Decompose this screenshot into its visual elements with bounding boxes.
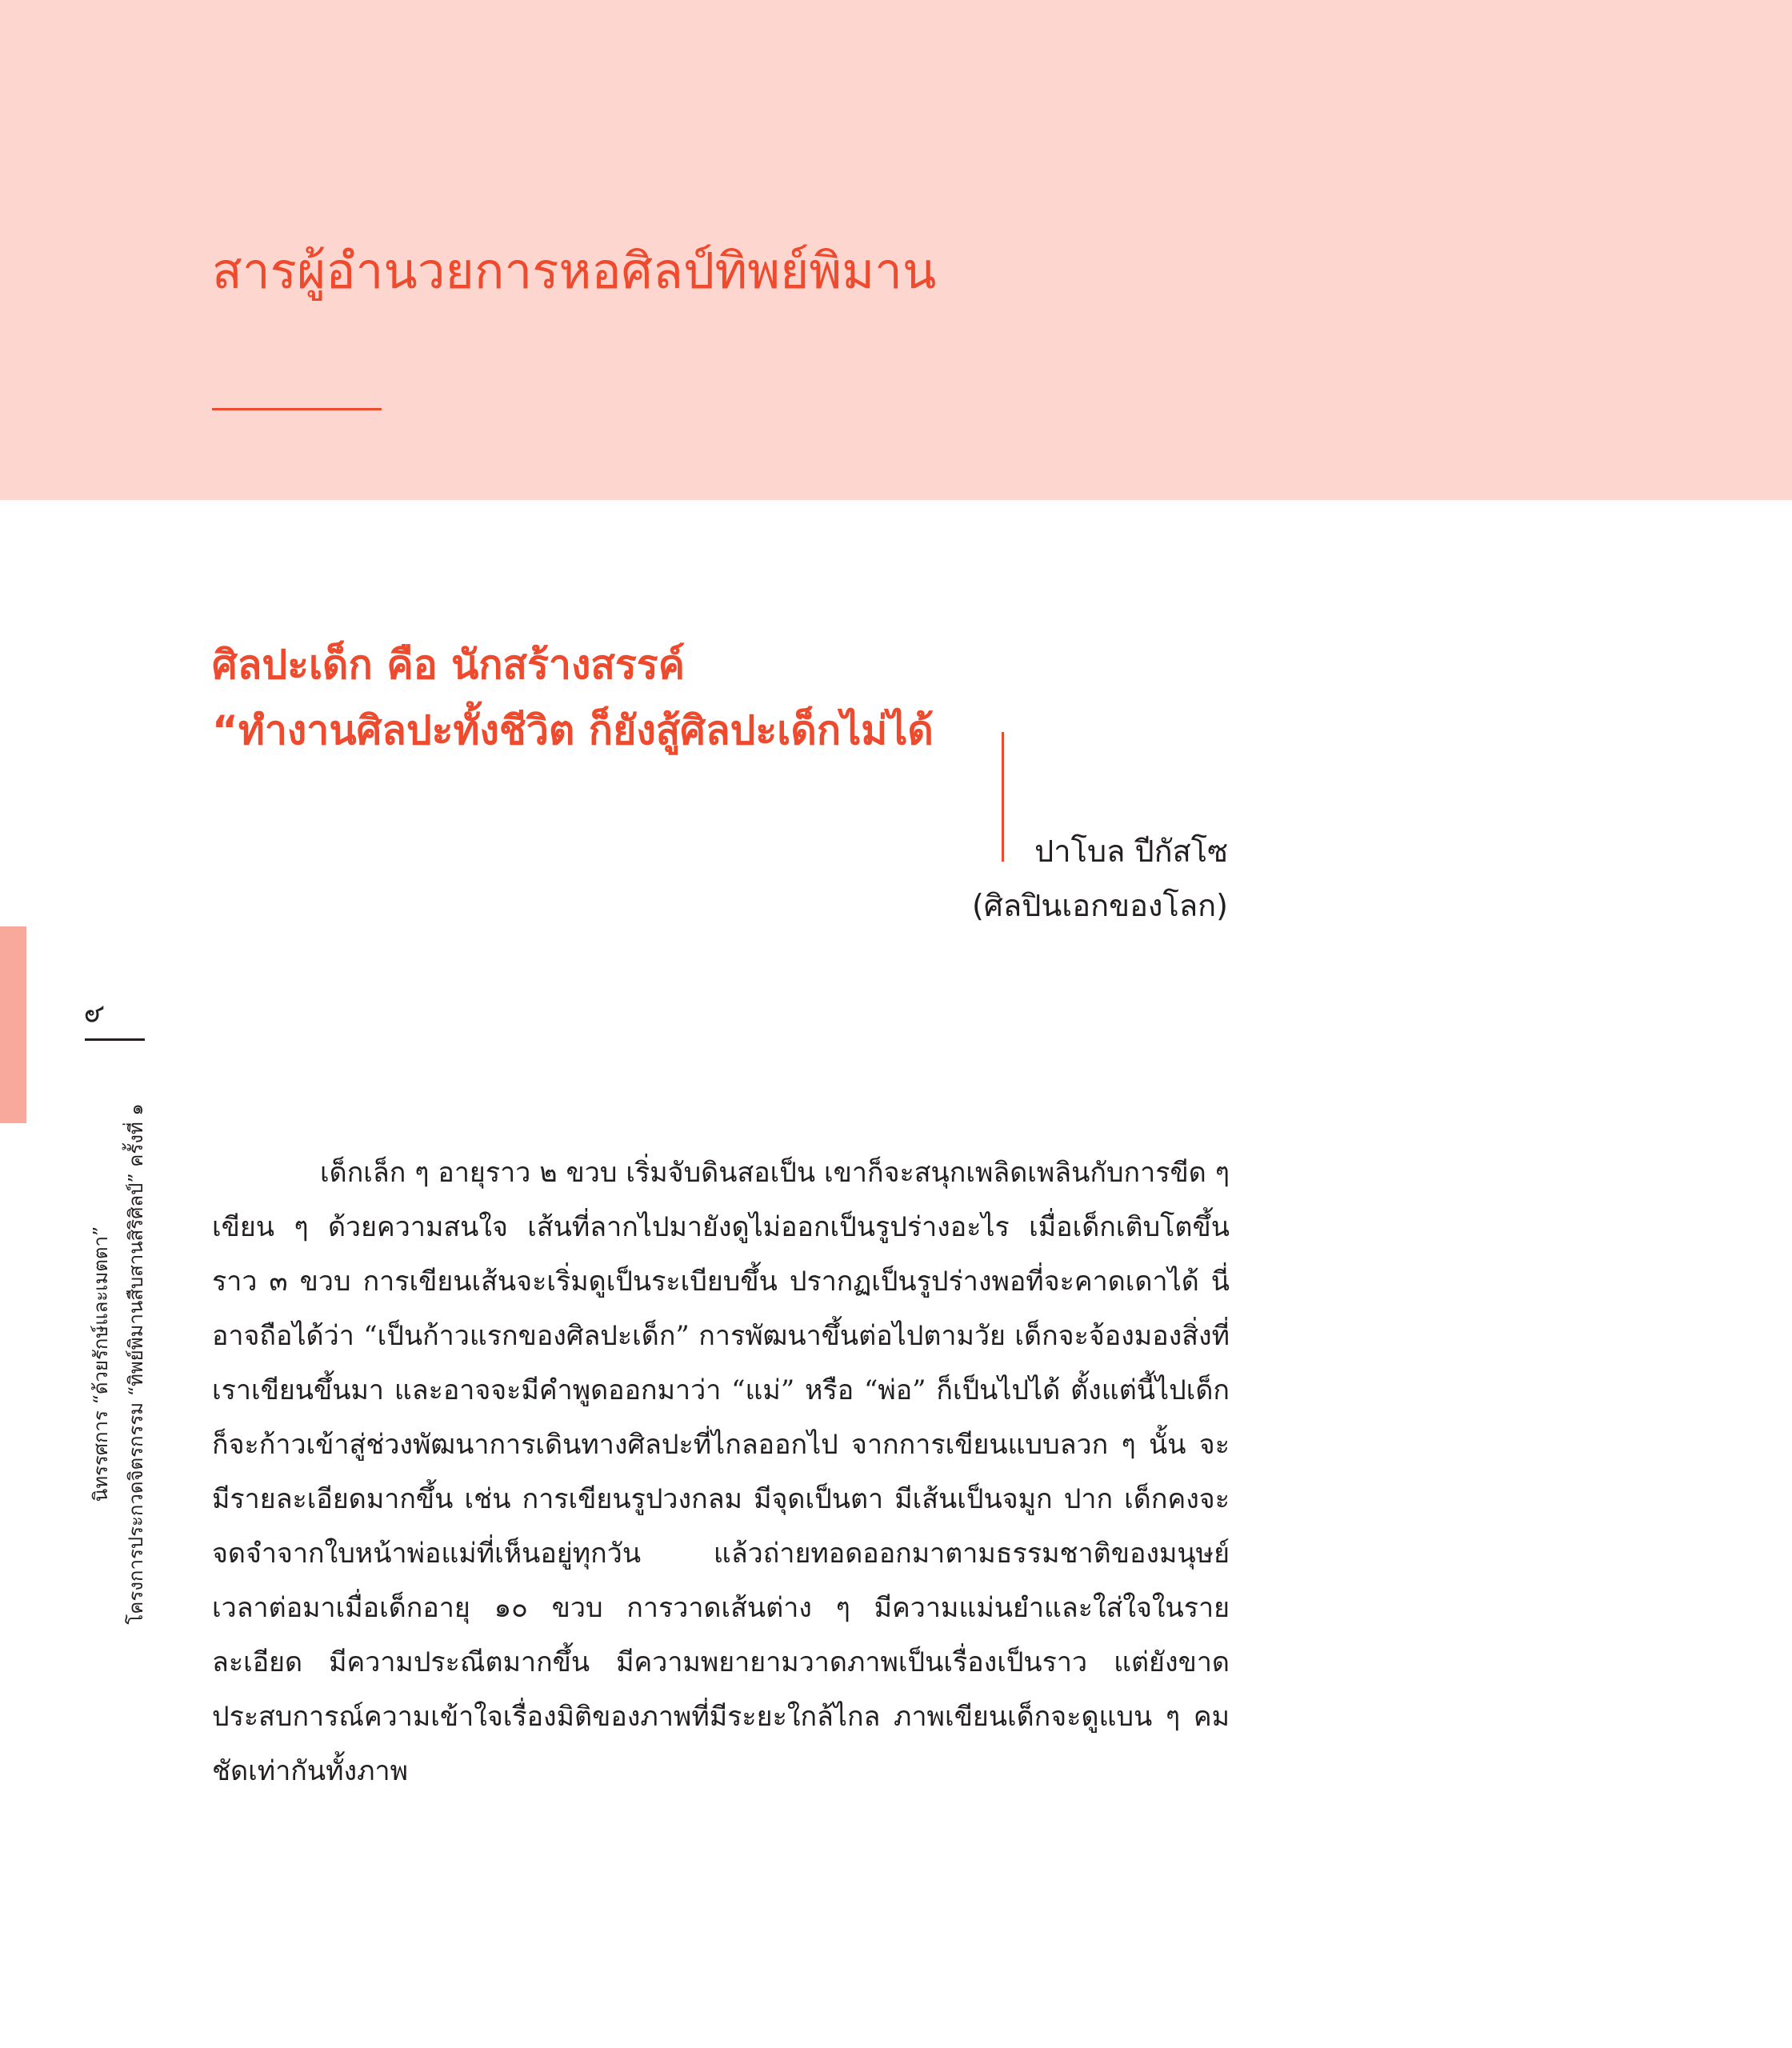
body-paragraph: เด็กเล็ก ๆ อายุราว ๒ ขวบ เริ่มจับดินสอเป็น เขาก็จะสนุกเพลิดเพลินกับการขีด ๆ เขียน ๆ ด้วยความสนใจ เส้นที่ลากไปมายังดูไม่ออกเป็นรูปร่างอะไร เมื่อเด็กเติบโตขึ้นราว ๓ ขวบ การเขียนเส้นจะเริ่มดูเป็นระเบียบขึ้น ปรากฏเป็นรูปร่างพอที่จะคาดเดาได้ นี่อาจถือได้ว่า “เป็นก้าวแรกของศิลปะเด็ก” การพัฒนาขึ้นต่อไปตามวัย เด็กจะจ้องมองสิ่งที่เราเขียนขึ้นมา และอาจจะมีคำพูดออกมาว่า “แม่” หรือ “พ่อ” ก็เป็นไปได้ ตั้งแต่นี้ไปเด็กก็จะก้าวเข้าสู่ช่วงพัฒนาการเดินทางศิลปะที่ไกลออกไป จากการเขียนแบบลวก ๆ นั้น จะมีรายละเอียดมากขึ้น เช่น การเขียนรูปวงกลม มีจุดเป็นตา มีเส้นเป็นจมูก ปาก เด็กคงจะจดจำจากใบหน้าพ่อแม่ที่เห็นอยู่ทุกวัน แล้วถ่ายทอดออกมาตามธรรมชาติของมนุษย์ เวลาต่อมาเมื่อเด็กอายุ ๑๐ ขวบ การวาดเส้นต่าง ๆ มีความแม่นยำและใส่ใจในรายละเอียด มีความประณีตมากขึ้น มีความพยายามวาดภาพเป็นเรื่องเป็นราว แต่ยังขาดประสบการณ์ความเข้าใจเรื่องมิติของภาพที่มีระยะใกล้ไกล ภาพเขียนเด็กจะดูแบน ๆ คมชัดเท่ากันทั้งภาพ xyxy=(212,1157,1230,1787)
title-underline xyxy=(212,408,382,410)
running-footer-line-2: โครงการประกวดจิตรกรรม “ทิพย์พิมานสืบสานสิริศิลป์” ครั้งที่ ๑ xyxy=(125,1103,147,1625)
pull-quote-line-2: “ทำงานศิลปะทั้งชีวิต ก็ยังสู้ศิลปะเด็กไม่ได้ xyxy=(212,707,934,754)
pull-quote-line-1: ศิลปะเด็ก คือ นักสร้างสรรค์ xyxy=(212,642,686,688)
attribution-role: (ศิลปินเอกของโลก) xyxy=(971,888,1228,923)
running-footer xyxy=(83,1103,154,1624)
pull-quote xyxy=(212,632,934,763)
page-number-rule xyxy=(85,1038,145,1041)
side-tab xyxy=(0,926,26,1123)
running-footer-line-1: นิทรรศการ “ด้วยรักษ์และเมตตา” xyxy=(90,1226,112,1502)
page-title: สารผู้อำนวยการหอศิลป์ทิพย์พิมาน xyxy=(212,242,937,300)
quote-attribution xyxy=(972,824,1228,933)
page-number: ๖ xyxy=(78,1005,111,1024)
attribution-name: ปาโบล ปีกัสโซ xyxy=(1034,834,1228,869)
